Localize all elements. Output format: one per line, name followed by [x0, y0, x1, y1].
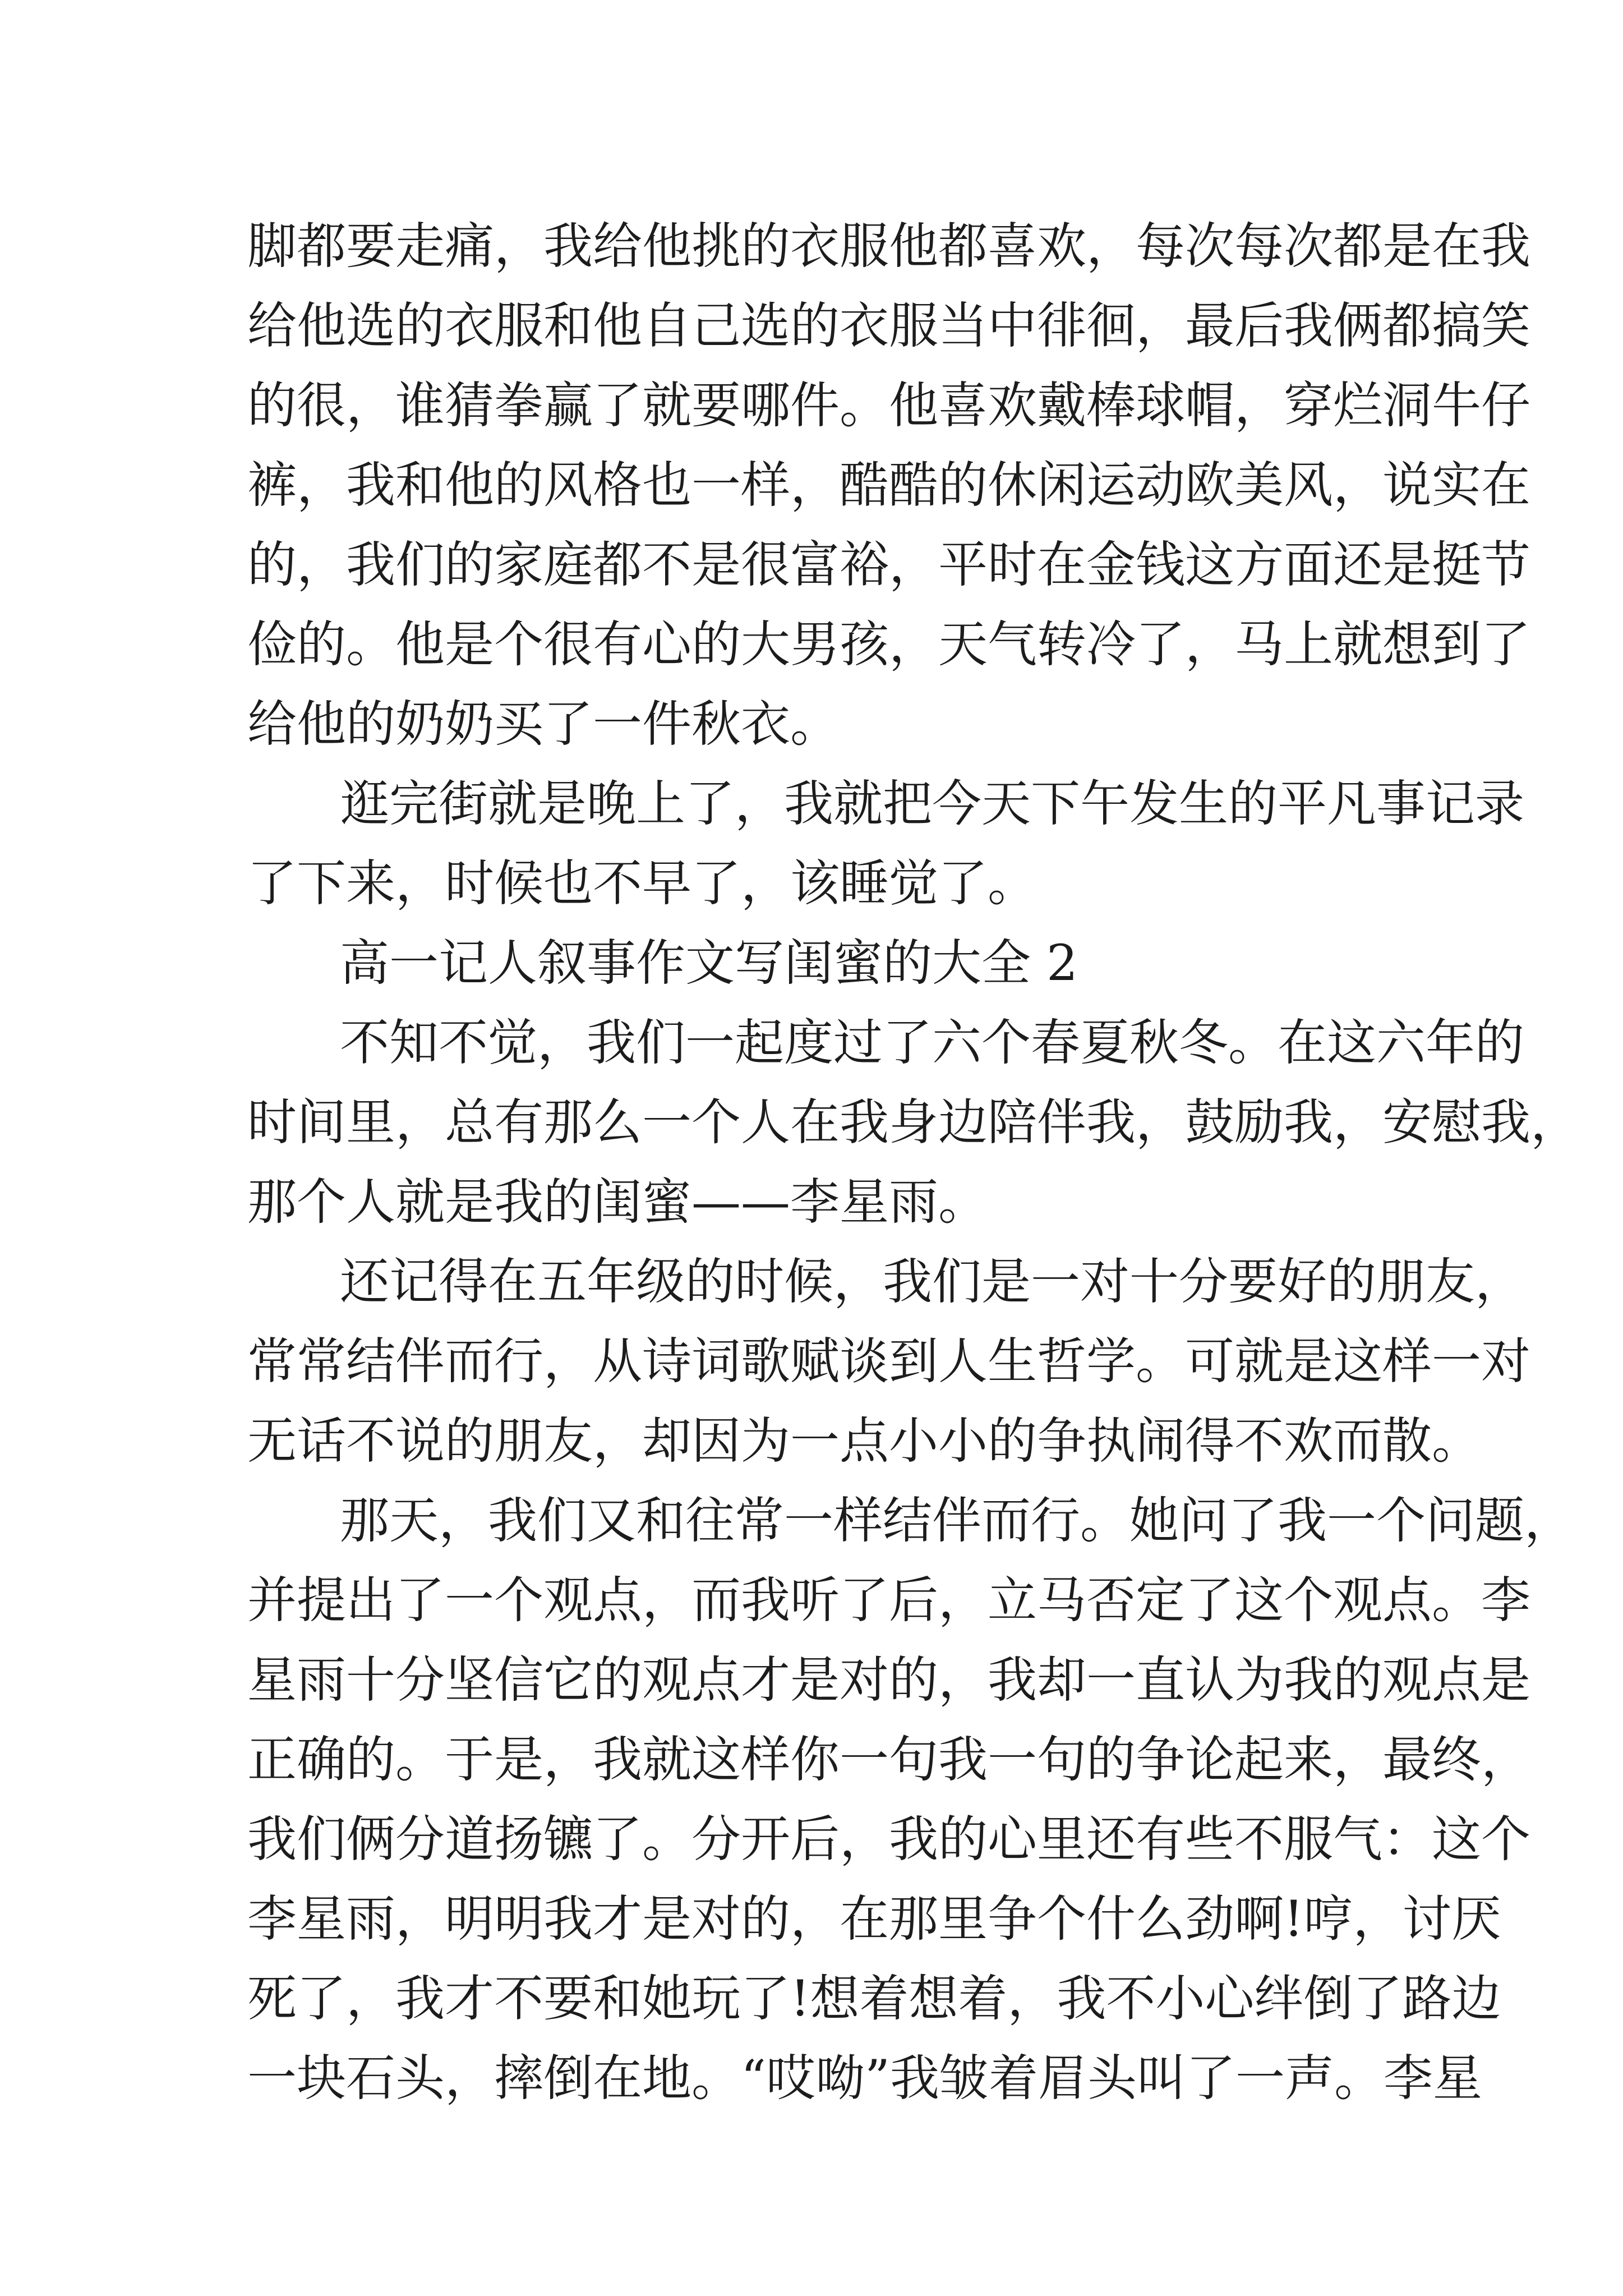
text-line: 那个人就是我的闺蜜——李星雨。	[247, 1173, 988, 1231]
text-line: 给他的奶奶买了一件秋衣。	[247, 695, 840, 753]
document-body	[247, 206, 1580, 2118]
text-line: 时间里，总有那么一个人在我身边陪伴我，鼓励我，安慰我，	[247, 1093, 1580, 1151]
text-line: 那天，我们又和往常一样结伴而行。她问了我一个问题，	[340, 1492, 1574, 1549]
text-line: 一块石头，摔倒在地。“哎呦”我皱着眉头叫了一声。李星	[247, 2049, 1482, 2107]
text-line: 正确的。于是，我就这样你一句我一句的争论起来，最终，	[247, 1731, 1531, 1788]
text-line: 裤，我和他的风格也一样，酷酷的休闲运动欧美风，说实在	[247, 456, 1531, 514]
text-line: 不知不觉，我们一起度过了六个春夏秋冬。在这六年的	[340, 1014, 1525, 1071]
text-line: 死了，我才不要和她玩了!想着想着，我不小心绊倒了路边	[247, 1970, 1501, 2027]
text-line: 无话不说的朋友，却因为一点小小的争执闹得不欢而散。	[247, 1412, 1482, 1470]
text-line: 逛完街就是晚上了，我就把今天下午发生的平凡事记录	[340, 775, 1525, 832]
text-line: 星雨十分坚信它的观点才是对的，我却一直认为我的观点是	[247, 1651, 1531, 1709]
text-line: 俭的。他是个很有心的大男孩，天气转冷了，马上就想到了	[247, 615, 1531, 673]
text-line: 李星雨，明明我才是对的，在那里争个什么劲啊!哼，讨厌	[247, 1890, 1501, 1948]
text-line: 常常结伴而行，从诗词歌赋谈到人生哲学。可就是这样一对	[247, 1332, 1531, 1390]
text-line: 了下来，时候也不早了，该睡觉了。	[247, 854, 1038, 912]
text-line: 并提出了一个观点，而我听了后，立马否定了这个观点。李	[247, 1571, 1531, 1629]
text-line: 的，我们的家庭都不是很富裕，平时在金钱这方面还是挺节	[247, 536, 1531, 593]
text-line: 还记得在五年级的时候，我们是一对十分要好的朋友，	[340, 1253, 1525, 1310]
text-line: 我们俩分道扬镳了。分开后，我的心里还有些不服气：这个	[247, 1810, 1531, 1868]
text-line: 的很，谁猜拳赢了就要哪件。他喜欢戴棒球帽，穿烂洞牛仔	[247, 376, 1531, 434]
text-line: 脚都要走痛，我给他挑的衣服他都喜欢，每次每次都是在我	[247, 217, 1531, 275]
text-line: 高一记人叙事作文写闺蜜的大全 2	[340, 934, 1078, 992]
text-line: 给他选的衣服和他自己选的衣服当中徘徊，最后我俩都搞笑	[247, 297, 1531, 355]
